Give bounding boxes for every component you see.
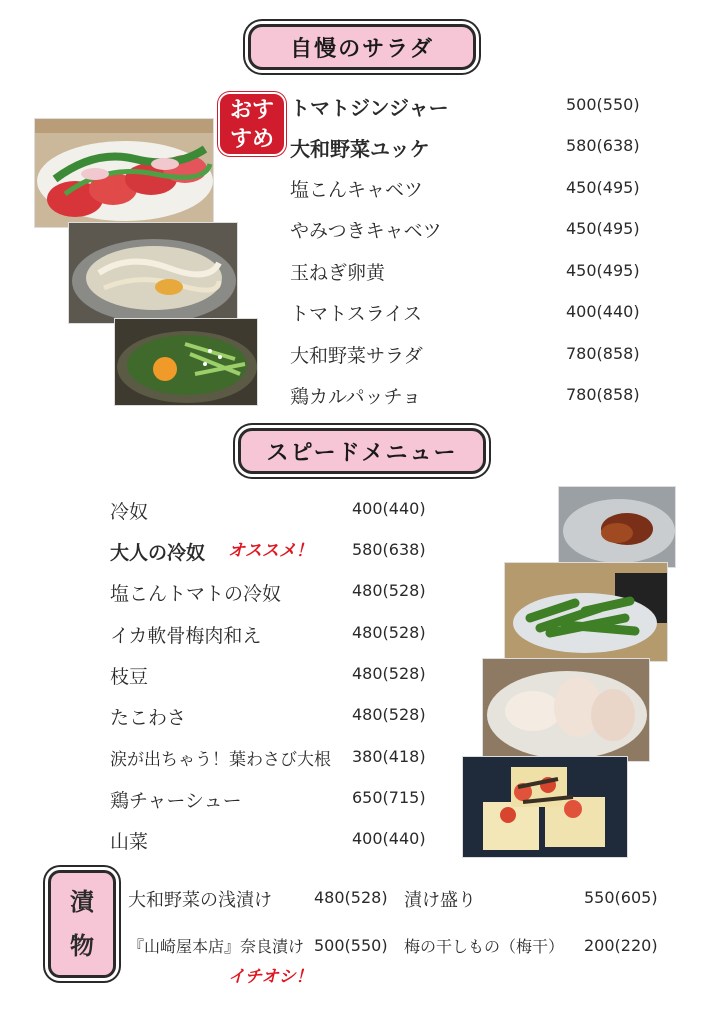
pickle-item-name: 『山崎屋本店』奈良漬け	[128, 937, 305, 956]
recommend-badge-line-2: すめ	[229, 127, 274, 152]
salad-item-name: 塩こんキャベツ	[290, 179, 424, 201]
pickles-title-char-1: 漬	[70, 888, 94, 916]
speed-item-name: イカ軟骨梅肉和え	[110, 625, 262, 647]
speed-item-name: 鶏チャーシュー	[110, 790, 242, 812]
salad-item-price: 580(638)	[566, 136, 640, 155]
speed-item-price: 580(638)	[352, 540, 426, 559]
pickles-title-char-2: 物	[70, 932, 94, 960]
speed-item-price: 480(528)	[352, 664, 426, 683]
recommend-badge	[218, 92, 286, 156]
pickle-item-name: 漬け盛り	[404, 890, 476, 911]
speed-item-price: 380(418)	[352, 747, 426, 766]
speed-item-name: たこわさ	[110, 707, 187, 729]
edamame-image	[505, 563, 668, 662]
salad-item-price: 450(495)	[566, 261, 640, 280]
speed-menu-section-title	[238, 428, 486, 474]
edamame-photo	[504, 562, 668, 662]
cabbage-image	[69, 223, 238, 324]
salad-item-price: 450(495)	[566, 178, 640, 197]
pickle-item-price: 480(528)	[314, 888, 388, 907]
onion-yolk-image	[115, 319, 258, 406]
speed-item-price: 480(528)	[352, 623, 426, 642]
speed-menu-title-text: スピードメニュー	[266, 440, 458, 466]
chicken-chashu-image	[483, 659, 650, 762]
pickle-item-price: 550(605)	[584, 888, 658, 907]
pickles-section-title	[48, 870, 116, 978]
speed-item-name: 涙が出ちゃう！葉わさび大根	[110, 750, 331, 770]
salad-item-name: 大和野菜ユッケ	[290, 137, 430, 161]
salad-item-name: 鶏カルパッチョ	[290, 386, 422, 408]
pickle-item-price: 200(220)	[584, 936, 658, 955]
osusume-callout: オススメ！	[228, 541, 313, 561]
salad-section-title	[248, 24, 476, 70]
squid-cartilage-photo	[558, 486, 676, 568]
pickle-item-price: 500(550)	[314, 936, 388, 955]
speed-item-price: 400(440)	[352, 499, 426, 518]
salad-item-price: 400(440)	[566, 302, 640, 321]
tomato-ginger-photo	[34, 118, 214, 228]
tomato-salad-image	[35, 119, 214, 228]
chicken-chashu-photo	[482, 658, 650, 762]
pickle-item-name: 大和野菜の浅漬け	[128, 890, 272, 911]
speed-item-price: 400(440)	[352, 829, 426, 848]
squid-cartilage-image	[559, 487, 676, 568]
salad-item-name: 玉ねぎ卵黄	[290, 262, 386, 284]
speed-item-price: 480(528)	[352, 581, 426, 600]
speed-item-name: 山菜	[110, 831, 149, 853]
onion-yolk-photo	[114, 318, 258, 406]
salad-item-name: 大和野菜サラダ	[290, 345, 423, 367]
speed-item-name: 塩こんトマトの冷奴	[110, 583, 282, 605]
recommend-badge-line-1: おす	[229, 98, 274, 123]
tofu-tomato-image	[463, 757, 628, 858]
pickle-item-name: 梅の干しもの（梅干）	[404, 937, 565, 956]
salad-item-price: 450(495)	[566, 219, 640, 238]
salad-item-name: トマトジンジャー	[290, 96, 449, 120]
speed-item-price: 650(715)	[352, 788, 426, 807]
speed-item-name: 枝豆	[110, 666, 149, 688]
salad-item-name: トマトスライス	[290, 303, 423, 325]
salad-item-price: 500(550)	[566, 95, 640, 114]
cabbage-photo	[68, 222, 238, 324]
speed-item-price: 480(528)	[352, 705, 426, 724]
salad-item-price: 780(858)	[566, 344, 640, 363]
salad-item-price: 780(858)	[566, 385, 640, 404]
speed-item-name: 冷奴	[110, 501, 149, 523]
salad-title-text: 自慢のサラダ	[290, 36, 434, 62]
tofu-tomato-photo	[462, 756, 628, 858]
salad-item-name: やみつきキャベツ	[290, 220, 442, 242]
ichioshi-callout: イチオシ！	[228, 967, 313, 987]
speed-item-name: 大人の冷奴	[110, 542, 206, 564]
